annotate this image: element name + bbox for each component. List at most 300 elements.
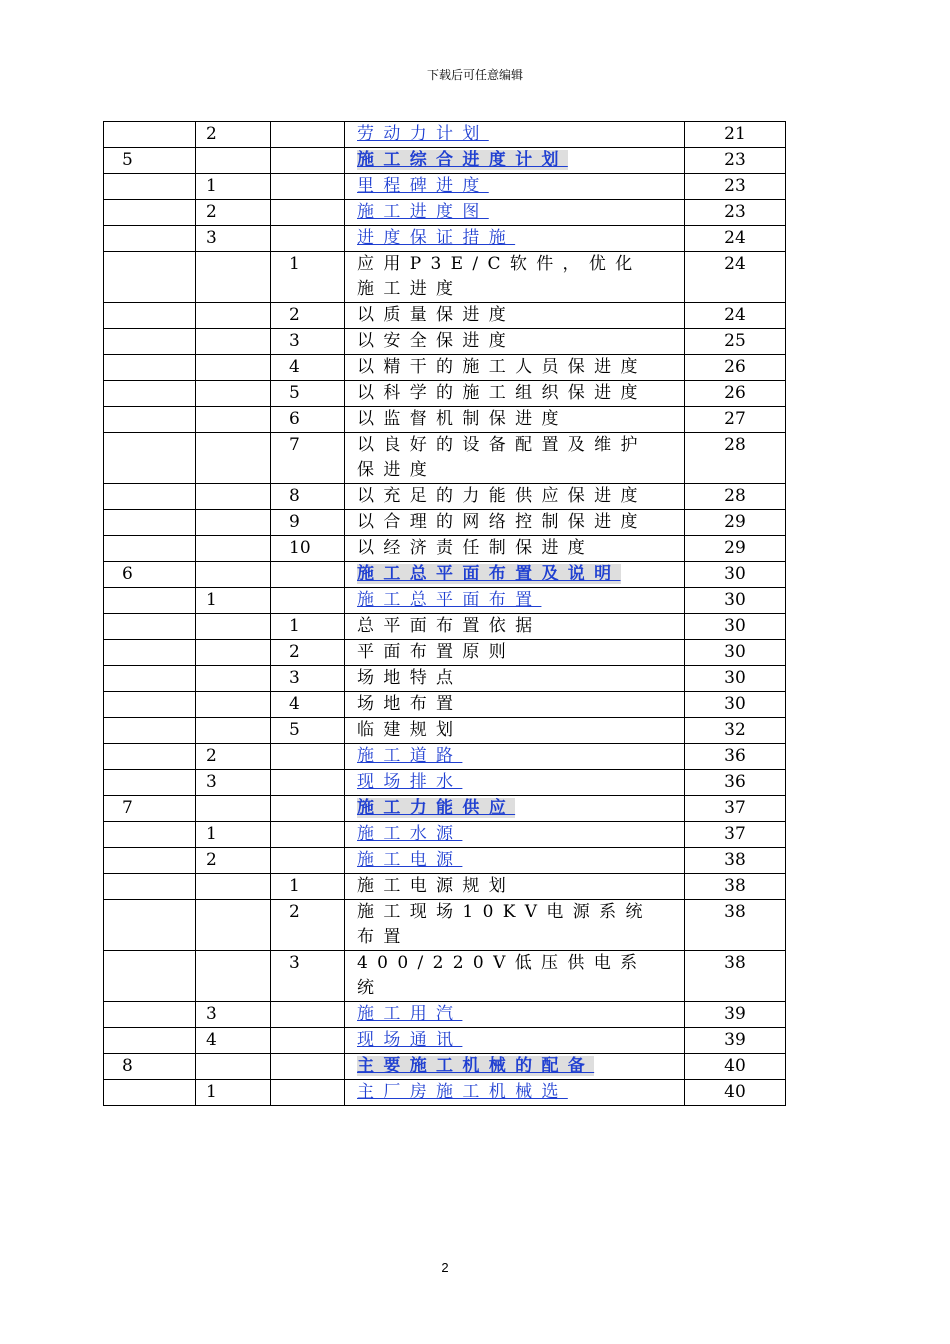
section-number xyxy=(196,1028,271,1054)
toc-link[interactable]: 现场排水 xyxy=(357,772,463,792)
section-number xyxy=(196,1002,271,1028)
toc-page-number xyxy=(685,510,786,536)
subsection-number xyxy=(271,718,345,744)
section-number xyxy=(196,174,271,200)
toc-entry-title xyxy=(345,874,685,900)
toc-page-number xyxy=(685,744,786,770)
subsection-number xyxy=(271,822,345,848)
section-number xyxy=(196,666,271,692)
subsection-number xyxy=(271,252,345,303)
section-number xyxy=(196,640,271,666)
toc-entry-title-text: 以充足的力能供应保进度 xyxy=(357,486,647,506)
section-number-text: 1 xyxy=(206,176,217,196)
toc-row xyxy=(104,303,786,329)
subsection-number xyxy=(271,614,345,640)
section-number-text: 1 xyxy=(206,590,217,610)
subsection-number xyxy=(271,355,345,381)
toc-entry-title-text: 场地布置 xyxy=(357,694,463,714)
toc-page-number-text: 39 xyxy=(724,1004,746,1024)
page-header: 下载后可任意编辑 xyxy=(426,68,523,82)
toc-entry-title xyxy=(345,900,685,951)
chapter-number xyxy=(104,433,196,484)
toc-page-number xyxy=(685,822,786,848)
toc-page-number-text: 37 xyxy=(724,798,746,818)
subsection-number xyxy=(271,562,345,588)
toc-row[interactable] xyxy=(104,226,786,252)
toc-page-number xyxy=(685,588,786,614)
toc-row[interactable] xyxy=(104,174,786,200)
chapter-number-text: 6 xyxy=(122,564,133,584)
toc-entry-title-text: 施工现场10KV电源系统布置 xyxy=(357,902,652,947)
toc-entry-title xyxy=(345,252,685,303)
chapter-number xyxy=(104,226,196,252)
chapter-number xyxy=(104,122,196,148)
subsection-number-text: 2 xyxy=(289,305,300,325)
subsection-number xyxy=(271,536,345,562)
toc-link[interactable]: 劳动力计划 xyxy=(357,124,489,144)
toc-link[interactable]: 施工进度图 xyxy=(357,202,489,222)
toc-entry-title-text: 以质量保进度 xyxy=(357,305,516,325)
subsection-number xyxy=(271,692,345,718)
toc-page-number-text: 25 xyxy=(724,331,746,351)
toc-row xyxy=(104,381,786,407)
toc-page-number xyxy=(685,381,786,407)
toc-entry-title-text: 以监督机制保进度 xyxy=(357,409,568,429)
chapter-number xyxy=(104,614,196,640)
toc-link[interactable]: 施工水源 xyxy=(357,824,463,844)
toc-chapter-link[interactable]: 主要施工机械的配备 xyxy=(357,1056,595,1076)
subsection-number-text: 10 xyxy=(289,538,311,558)
chapter-number xyxy=(104,640,196,666)
chapter-number xyxy=(104,796,196,822)
toc-row xyxy=(104,433,786,484)
chapter-number-text: 7 xyxy=(122,798,133,818)
chapter-number xyxy=(104,200,196,226)
toc-row[interactable] xyxy=(104,1002,786,1028)
toc-row[interactable] xyxy=(104,744,786,770)
subsection-number-text: 3 xyxy=(289,668,300,688)
section-number xyxy=(196,562,271,588)
toc-entry-title xyxy=(345,848,685,874)
toc-page-number-text: 37 xyxy=(724,824,746,844)
chapter-number xyxy=(104,484,196,510)
subsection-number-text: 6 xyxy=(289,409,300,429)
subsection-number-text: 9 xyxy=(289,512,300,532)
subsection-number xyxy=(271,122,345,148)
toc-entry-title-text: 施工电源规划 xyxy=(357,876,516,896)
toc-row[interactable] xyxy=(104,1028,786,1054)
toc-page-number xyxy=(685,303,786,329)
chapter-number xyxy=(104,407,196,433)
section-number xyxy=(196,1080,271,1106)
subsection-number xyxy=(271,407,345,433)
toc-link[interactable]: 进度保证措施 xyxy=(357,228,516,248)
subsection-number-text: 2 xyxy=(289,642,300,662)
toc-chapter-link[interactable]: 施工综合进度计划 xyxy=(357,150,568,170)
subsection-number-text: 1 xyxy=(289,254,300,274)
section-number xyxy=(196,588,271,614)
subsection-number-text: 1 xyxy=(289,616,300,636)
chapter-number xyxy=(104,536,196,562)
toc-page-number xyxy=(685,796,786,822)
toc-page-number-text: 24 xyxy=(724,305,746,325)
section-number xyxy=(196,900,271,951)
toc-page-number-text: 30 xyxy=(724,590,746,610)
toc-entry-title-text: 总平面布置依据 xyxy=(357,616,542,636)
toc-page-number-text: 32 xyxy=(724,720,746,740)
subsection-number xyxy=(271,1002,345,1028)
subsection-number-text: 8 xyxy=(289,486,300,506)
toc-row xyxy=(104,329,786,355)
subsection-number-text: 5 xyxy=(289,720,300,740)
section-number xyxy=(196,303,271,329)
chapter-number xyxy=(104,355,196,381)
toc-link[interactable]: 施工总平面布置 xyxy=(357,590,542,610)
toc-entry-title xyxy=(345,329,685,355)
toc-entry-title xyxy=(345,588,685,614)
section-number-text: 3 xyxy=(206,1004,217,1024)
toc-entry-title xyxy=(345,1028,685,1054)
section-number xyxy=(196,407,271,433)
chapter-number xyxy=(104,770,196,796)
section-number xyxy=(196,692,271,718)
subsection-number xyxy=(271,1028,345,1054)
subsection-number xyxy=(271,770,345,796)
subsection-number xyxy=(271,900,345,951)
section-number xyxy=(196,329,271,355)
toc-entry-title xyxy=(345,536,685,562)
toc-entry-title xyxy=(345,796,685,822)
toc-page-number xyxy=(685,536,786,562)
toc-page-number xyxy=(685,1080,786,1106)
subsection-number-text: 1 xyxy=(289,876,300,896)
toc-entry-title xyxy=(345,148,685,174)
section-number xyxy=(196,252,271,303)
subsection-number xyxy=(271,200,345,226)
toc-page-number xyxy=(685,226,786,252)
toc-page-number xyxy=(685,770,786,796)
toc-entry-title xyxy=(345,433,685,484)
chapter-number xyxy=(104,848,196,874)
chapter-number-text: 8 xyxy=(122,1056,133,1076)
section-number xyxy=(196,484,271,510)
toc-page-number xyxy=(685,562,786,588)
toc-entry-title xyxy=(345,744,685,770)
subsection-number-text: 3 xyxy=(289,953,300,973)
chapter-number xyxy=(104,381,196,407)
toc-link[interactable]: 现场通讯 xyxy=(357,1030,463,1050)
toc-entry-title xyxy=(345,174,685,200)
toc-row xyxy=(104,640,786,666)
toc-page-number-text: 28 xyxy=(724,486,746,506)
toc-page-number xyxy=(685,329,786,355)
chapter-number xyxy=(104,666,196,692)
toc-page-number-text: 21 xyxy=(724,124,746,144)
toc-page-number-text: 40 xyxy=(724,1056,746,1076)
toc-row[interactable] xyxy=(104,1054,786,1080)
toc-entry-title xyxy=(345,562,685,588)
toc-page-number xyxy=(685,848,786,874)
toc-entry-title xyxy=(345,822,685,848)
toc-page-number-text: 29 xyxy=(724,512,746,532)
toc-page-number-text: 23 xyxy=(724,176,746,196)
page-number: 2 xyxy=(441,1260,449,1275)
toc-entry-title-text: 以安全保进度 xyxy=(357,331,516,351)
toc-chapter-link[interactable]: 施工总平面布置及说明 xyxy=(357,564,621,584)
toc-row[interactable] xyxy=(104,770,786,796)
toc-link[interactable]: 施工电源 xyxy=(357,850,463,870)
section-number-text: 2 xyxy=(206,746,217,766)
toc-page-number xyxy=(685,874,786,900)
chapter-number xyxy=(104,692,196,718)
toc-page-number xyxy=(685,718,786,744)
toc-entry-title-text: 以经济责任制保进度 xyxy=(357,538,595,558)
toc-page-number xyxy=(685,122,786,148)
chapter-number xyxy=(104,588,196,614)
toc-entry-title xyxy=(345,484,685,510)
toc-entry-title xyxy=(345,640,685,666)
toc-page-number-text: 38 xyxy=(724,876,746,896)
toc-entry-title xyxy=(345,770,685,796)
toc-entry-title-text: 临建规划 xyxy=(357,720,463,740)
toc-page-number xyxy=(685,692,786,718)
toc-page-number-text: 30 xyxy=(724,616,746,636)
toc-entry-title-text: 以科学的施工组织保进度 xyxy=(357,383,647,403)
toc-row xyxy=(104,252,786,303)
toc-row xyxy=(104,355,786,381)
toc-page-number xyxy=(685,252,786,303)
toc-row[interactable] xyxy=(104,848,786,874)
toc-row xyxy=(104,900,786,951)
toc-entry-title xyxy=(345,1080,685,1106)
subsection-number xyxy=(271,484,345,510)
toc-row xyxy=(104,692,786,718)
section-number xyxy=(196,796,271,822)
toc-page-number-text: 24 xyxy=(724,254,746,274)
toc-row xyxy=(104,407,786,433)
toc-entry-title xyxy=(345,510,685,536)
toc-row[interactable] xyxy=(104,148,786,174)
toc-page-number xyxy=(685,900,786,951)
subsection-number xyxy=(271,510,345,536)
toc-page-number-text: 23 xyxy=(724,150,746,170)
section-number xyxy=(196,381,271,407)
toc-page-number xyxy=(685,666,786,692)
toc-row[interactable] xyxy=(104,122,786,148)
subsection-number-text: 4 xyxy=(289,357,300,377)
chapter-number xyxy=(104,174,196,200)
subsection-number xyxy=(271,1080,345,1106)
toc-entry-title-text: 以良好的设备配置及维护保进度 xyxy=(357,435,647,480)
toc-entry-title xyxy=(345,303,685,329)
chapter-number xyxy=(104,329,196,355)
section-number xyxy=(196,744,271,770)
toc-entry-title xyxy=(345,1002,685,1028)
toc-entry-title xyxy=(345,666,685,692)
toc-entry-title xyxy=(345,614,685,640)
toc-body xyxy=(104,122,786,1106)
section-number xyxy=(196,510,271,536)
chapter-number xyxy=(104,1028,196,1054)
chapter-number xyxy=(104,510,196,536)
section-number xyxy=(196,122,271,148)
toc-entry-title-text: 场地特点 xyxy=(357,668,463,688)
section-number xyxy=(196,536,271,562)
toc-page-number xyxy=(685,355,786,381)
chapter-number xyxy=(104,252,196,303)
section-number-text: 2 xyxy=(206,202,217,222)
section-number xyxy=(196,822,271,848)
toc-page-number xyxy=(685,148,786,174)
toc-page-number xyxy=(685,433,786,484)
chapter-number xyxy=(104,900,196,951)
chapter-number xyxy=(104,148,196,174)
subsection-number xyxy=(271,640,345,666)
chapter-number xyxy=(104,822,196,848)
toc-link[interactable]: 施工道路 xyxy=(357,746,463,766)
toc-row xyxy=(104,536,786,562)
toc-page-number xyxy=(685,484,786,510)
subsection-number xyxy=(271,588,345,614)
toc-entry-title-text: 400/220V低压供电系统 xyxy=(357,953,647,998)
chapter-number xyxy=(104,1080,196,1106)
toc-page-number-text: 40 xyxy=(724,1082,746,1102)
section-number xyxy=(196,148,271,174)
toc-entry-title xyxy=(345,407,685,433)
chapter-number xyxy=(104,1054,196,1080)
toc-row xyxy=(104,874,786,900)
chapter-number xyxy=(104,303,196,329)
section-number xyxy=(196,1054,271,1080)
subsection-number xyxy=(271,951,345,1002)
toc-page-number-text: 36 xyxy=(724,746,746,766)
toc-row[interactable] xyxy=(104,588,786,614)
toc-page-number-text: 24 xyxy=(724,228,746,248)
toc-page-number-text: 36 xyxy=(724,772,746,792)
toc-page-number-text: 39 xyxy=(724,1030,746,1050)
toc-row[interactable] xyxy=(104,562,786,588)
toc-row xyxy=(104,666,786,692)
chapter-number-text: 5 xyxy=(122,150,133,170)
subsection-number xyxy=(271,174,345,200)
toc-row xyxy=(104,951,786,1002)
toc-page-number xyxy=(685,1028,786,1054)
subsection-number-text: 4 xyxy=(289,694,300,714)
section-number-text: 4 xyxy=(206,1030,217,1050)
toc-page-number xyxy=(685,614,786,640)
toc-link[interactable]: 施工用汽 xyxy=(357,1004,463,1024)
toc-table xyxy=(103,121,786,1106)
section-number-text: 1 xyxy=(206,1082,217,1102)
section-number-text: 3 xyxy=(206,772,217,792)
toc-link[interactable]: 里程碑进度 xyxy=(357,176,489,196)
toc-row xyxy=(104,484,786,510)
subsection-number xyxy=(271,433,345,484)
toc-page-number-text: 26 xyxy=(724,357,746,377)
subsection-number xyxy=(271,1054,345,1080)
toc-chapter-link[interactable]: 施工力能供应 xyxy=(357,798,516,818)
toc-entry-title xyxy=(345,122,685,148)
chapter-number xyxy=(104,874,196,900)
toc-page-number-text: 30 xyxy=(724,668,746,688)
subsection-number xyxy=(271,848,345,874)
section-number xyxy=(196,433,271,484)
toc-entry-title xyxy=(345,718,685,744)
section-number-text: 2 xyxy=(206,124,217,144)
toc-page-number-text: 27 xyxy=(724,409,746,429)
toc-page-number-text: 30 xyxy=(724,564,746,584)
toc-link[interactable]: 主厂房施工机械选 xyxy=(357,1082,568,1102)
toc-row[interactable] xyxy=(104,1080,786,1106)
toc-page-number-text: 29 xyxy=(724,538,746,558)
section-number xyxy=(196,770,271,796)
section-number xyxy=(196,848,271,874)
toc-entry-title xyxy=(345,355,685,381)
toc-entry-title-text: 以精干的施工人员保进度 xyxy=(357,357,647,377)
subsection-number xyxy=(271,329,345,355)
toc-entry-title xyxy=(345,951,685,1002)
toc-page-number-text: 38 xyxy=(724,850,746,870)
chapter-number xyxy=(104,1002,196,1028)
toc-entry-title-text: 应用P3E/C软件，优化施工进度 xyxy=(357,254,642,299)
toc-page-number-text: 30 xyxy=(724,642,746,662)
toc-page-number-text: 23 xyxy=(724,202,746,222)
section-number-text: 1 xyxy=(206,824,217,844)
toc-page-number xyxy=(685,407,786,433)
toc-entry-title xyxy=(345,1054,685,1080)
chapter-number xyxy=(104,562,196,588)
subsection-number xyxy=(271,874,345,900)
toc-row xyxy=(104,614,786,640)
toc-page-number xyxy=(685,200,786,226)
toc-entry-title-text: 以合理的网络控制保进度 xyxy=(357,512,647,532)
toc-page-number xyxy=(685,1054,786,1080)
subsection-number-text: 3 xyxy=(289,331,300,351)
toc-row[interactable] xyxy=(104,822,786,848)
toc-row xyxy=(104,718,786,744)
subsection-number xyxy=(271,796,345,822)
section-number-text: 3 xyxy=(206,228,217,248)
toc-page-number xyxy=(685,1002,786,1028)
toc-entry-title xyxy=(345,226,685,252)
subsection-number-text: 2 xyxy=(289,902,300,922)
toc-row[interactable] xyxy=(104,796,786,822)
toc-entry-title xyxy=(345,200,685,226)
subsection-number xyxy=(271,226,345,252)
subsection-number xyxy=(271,381,345,407)
toc-page-number-text: 38 xyxy=(724,953,746,973)
toc-row[interactable] xyxy=(104,200,786,226)
toc-page-number-text: 26 xyxy=(724,383,746,403)
chapter-number xyxy=(104,951,196,1002)
section-number xyxy=(196,874,271,900)
section-number-text: 2 xyxy=(206,850,217,870)
section-number xyxy=(196,614,271,640)
subsection-number xyxy=(271,666,345,692)
chapter-number xyxy=(104,718,196,744)
toc-entry-title xyxy=(345,692,685,718)
subsection-number-text: 5 xyxy=(289,383,300,403)
toc-entry-title xyxy=(345,381,685,407)
toc-entry-title-text: 平面布置原则 xyxy=(357,642,516,662)
subsection-number xyxy=(271,303,345,329)
toc-row xyxy=(104,510,786,536)
toc-page-number-text: 30 xyxy=(724,694,746,714)
toc-page-number xyxy=(685,951,786,1002)
toc-page-number-text: 28 xyxy=(724,435,746,455)
subsection-number-text: 7 xyxy=(289,435,300,455)
section-number xyxy=(196,200,271,226)
